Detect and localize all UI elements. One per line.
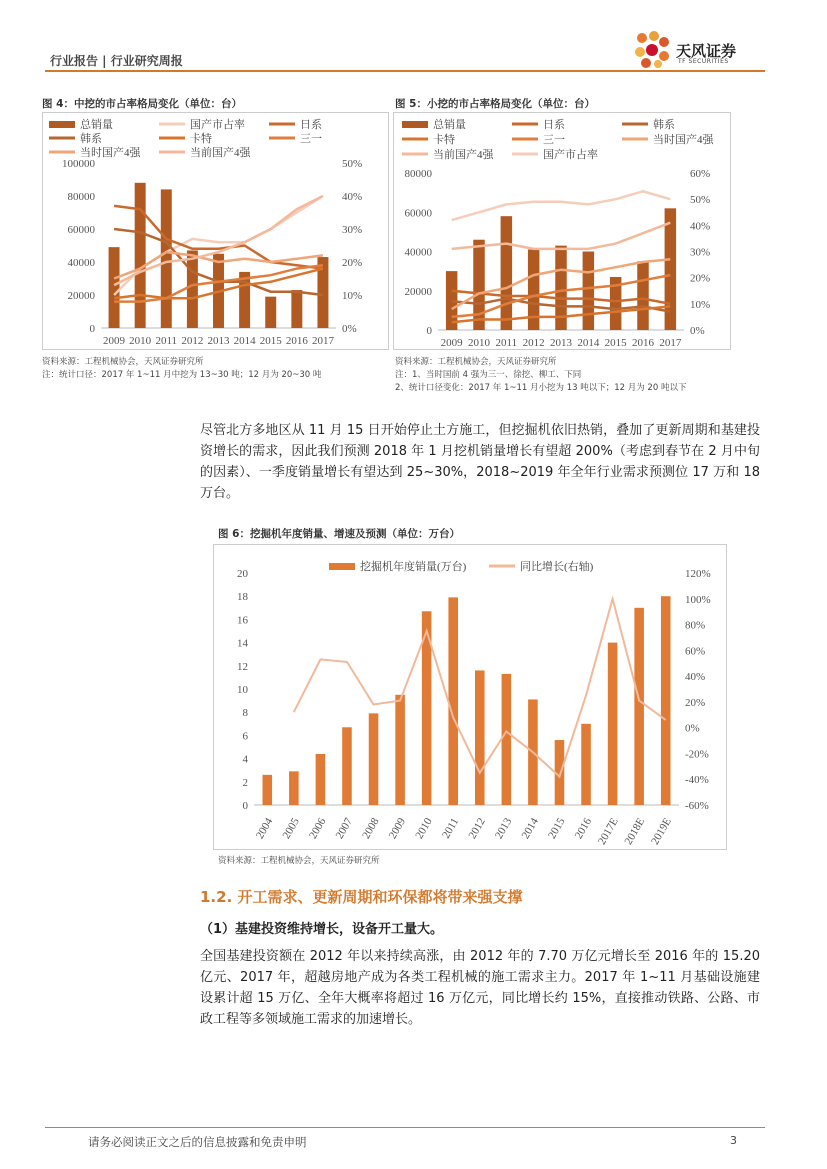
y2-tick-label: 20% [685,696,706,709]
y2-tick-label: 40% [342,191,363,203]
y2-tick-label: 80% [685,619,706,632]
page-number: 3 [730,1134,737,1147]
bar-2009 [109,247,120,328]
fig4-source: 资料来源：工程机械协会，天风证券研究所 [42,357,204,367]
x-tick-label: 2015 [546,815,568,842]
legend-label: 当时国产4强 [653,134,714,146]
legend-swatch [49,121,75,128]
logo-subtitle: TF SECURITIES [678,58,729,65]
x-tick-label: 2013 [493,815,515,842]
y-tick-label: 100000 [62,158,95,170]
y2-tick-label: 120% [685,568,711,580]
bar-2010 [135,183,146,328]
fig4-title: 图 4：中挖的市占率格局变化（单位：台） [42,98,242,110]
bar-2011 [161,189,172,328]
x-tick-label: 2018E [622,815,648,847]
y-tick-label: 16 [237,614,248,627]
bar-2007 [342,727,352,805]
x-tick-label: 2004 [253,815,276,842]
bar-2004 [263,775,273,805]
header-divider [45,70,765,72]
series-line-国产市占率 [452,191,671,220]
legend-swatch [329,563,355,570]
x-tick-label: 2010 [468,337,490,349]
fig6-frame [213,544,727,850]
y2-tick-label: 50% [690,194,711,207]
x-tick-label: 2011 [155,335,178,347]
x-tick-label: 2009 [440,337,463,349]
footer-disclaimer: 请务必阅读正文之后的信息披露和免责申明 [88,1135,307,1149]
y2-tick-label: 50% [342,158,363,170]
y-tick-label: 80000 [404,168,432,180]
y-tick-label: 60000 [67,224,95,236]
x-tick-label: 2005 [280,815,302,842]
bar-2016 [291,290,302,328]
y2-tick-label: 20% [690,272,711,285]
legend-label: 当前国产4强 [190,147,251,159]
logo-name: 天风证券 [676,42,737,60]
y-tick-label: 6 [242,730,248,743]
legend-label: 挖掘机年度销量(万台) [360,561,467,573]
x-tick-label: 2019E [649,815,674,847]
y-tick-label: 14 [237,637,248,650]
x-tick-label: 2015 [604,337,627,349]
y2-tick-label: 40% [685,671,706,684]
legend-label: 卡特 [433,134,455,146]
legend-label: 韩系 [653,119,675,131]
y2-tick-label: 0% [690,325,705,337]
fig5-title: 图 5：小挖的市占率格局变化（单位：台） [395,98,595,110]
x-tick-label: 2012 [181,335,204,347]
x-tick-label: 2011 [495,337,518,349]
fig6-source: 资料来源：工程机械协会，天风证券研究所 [218,856,380,866]
x-tick-label: 2011 [440,815,462,841]
y2-tick-label: 0% [685,722,700,735]
x-tick-label: 2012 [522,337,545,349]
y2-tick-label: 100% [685,593,711,606]
fig5-note-1: 注：1、当时国前 4 强为三一、徐挖、柳工、下同 [395,370,582,380]
x-tick-label: 2007 [333,815,356,842]
legend-swatch [402,121,428,128]
x-tick-label: 2013 [550,337,572,349]
y-tick-label: 20 [237,568,248,580]
bar-2011 [448,597,458,805]
fig4-chart [43,113,388,349]
bar-2019E [661,596,671,805]
y-tick-label: 8 [242,707,248,720]
bar-2012 [475,670,485,805]
x-tick-label: 2014 [577,337,600,349]
paragraph-infrastructure: 全国基建投资额在 2012 年以来持续高涨，由 2012 年的 7.70 万亿元增长至 2016 年的 15.20 亿元、2017 年，超越房地产成为各类工程机械的施工需求主力。2017 年 1~11 月基础设施建设累计超 15 万亿、全年大概率将超过 16 万亿元，同比增长约 15%，直接推动铁路、公路、市政工程等多领域施工需求的加速增长。 [200,949,760,1027]
y2-tick-label: 10% [690,298,711,311]
x-tick-label: 2010 [413,815,435,842]
legend-label: 国产市占率 [543,149,598,161]
x-tick-label: 2017E [595,815,621,847]
y-tick-label: 0 [242,800,248,812]
legend-label: 日系 [300,119,322,131]
x-tick-label: 2012 [466,815,488,842]
y-tick-label: 2 [242,776,248,789]
fig5-source: 资料来源：工程机械协会，天风证券研究所 [395,357,557,367]
legend-label: 同比增长(右轴) [520,561,594,573]
x-tick-label: 2017 [311,335,334,347]
bar-2017E [608,643,618,805]
y-tick-label: 0 [89,323,95,335]
y2-tick-label: 30% [690,246,711,259]
x-tick-label: 2014 [519,815,541,842]
legend-label: 国产市占率 [190,119,245,131]
bar-2006 [316,754,326,805]
fig6-chart [214,545,726,849]
x-tick-label: 2016 [572,815,595,842]
y-tick-label: 80000 [67,191,95,203]
legend-label: 当前国产4强 [433,149,494,161]
legend-label: 韩系 [80,133,102,145]
fig5-frame [393,112,731,350]
legend-label: 总销量 [80,119,113,131]
x-tick-label: 2013 [207,335,230,347]
legend-label: 三一 [300,133,322,145]
y-tick-label: 20000 [67,290,95,302]
y-tick-label: 40000 [404,246,432,259]
logo-icon [632,30,674,70]
y2-tick-label: 20% [342,257,363,269]
x-tick-label: 2008 [360,815,382,842]
fig4-frame [42,112,389,350]
legend-label: 卡特 [190,133,212,145]
legend-label: 总销量 [433,119,466,131]
fig6-title: 图 6：挖掘机年度销量、增速及预测（单位：万台） [218,528,460,540]
y2-tick-label: 40% [690,220,711,233]
bar-2010 [473,240,484,330]
bar-2011 [501,216,512,330]
legend-label: 当时国产4强 [80,147,141,159]
x-tick-label: 2006 [307,815,329,842]
bar-2018E [634,608,644,805]
legend-label: 三一 [543,134,565,146]
fig5-note-2: 2、统计口径变化：2017 年 1~11 月小挖为 13 吨以下；12 月为 20 吨以下 [395,383,687,393]
y2-tick-label: -20% [685,748,709,761]
section-title: 1.2. 开工需求、更新周期和环保都将带来强支撑 [200,888,523,906]
y-tick-label: 40000 [67,257,95,269]
y2-tick-label: 60% [685,645,706,658]
y2-tick-label: 30% [342,224,363,236]
footer-divider [45,1127,765,1128]
bar-2005 [289,771,299,805]
y-tick-label: 60000 [404,207,432,220]
series-line-当前国产4强 [452,223,671,249]
paragraph-forecast: 尽管北方多地区从 11 月 15 日开始停止土方施工，但挖掘机依旧热销，叠加了更新周期和基建投资增长的需求，因此我们预测 2018 年 1 月挖机销量增长有望超 200%（考虑到春节在 2 月中旬的因素）、一季度销量增长有望达到 25~30%，2018~2019 年全年行业需求预测位 17 万和 18 万台。 [200,423,760,501]
bar-2016 [637,261,648,330]
header-title: 行业报告 | 行业研究周报 [50,54,183,68]
section-subtitle: （1）基建投资维持增长，设备开工量大。 [200,922,444,937]
x-tick-label: 2014 [233,335,256,347]
bar-2012 [187,250,198,328]
bar-2016 [581,724,591,805]
y2-tick-label: -40% [685,774,709,787]
y2-tick-label: 0% [342,323,357,335]
y2-tick-label: 10% [342,290,363,302]
y2-tick-label: -60% [685,800,709,812]
bar-2009 [395,695,405,805]
y-tick-label: 10 [237,684,248,696]
y-tick-label: 18 [237,591,248,604]
x-tick-label: 2009 [103,335,126,347]
fig4-note: 注：统计口径：2017 年 1~11 月中挖为 13~30 吨；12 月为 20~30 吨 [42,370,322,380]
y-tick-label: 20000 [404,285,432,298]
y2-tick-label: 60% [690,168,711,180]
legend-label: 日系 [543,119,565,131]
x-tick-label: 2010 [129,335,152,347]
x-tick-label: 2016 [632,337,654,349]
fig5-chart [394,113,730,349]
bar-2014 [583,252,594,331]
bar-2013 [502,674,512,805]
bar-2008 [369,713,379,805]
y-tick-label: 12 [237,660,248,673]
x-tick-label: 2016 [285,335,308,347]
x-tick-label: 2009 [386,815,409,842]
x-tick-label: 2015 [259,335,282,347]
y-tick-label: 4 [242,753,248,766]
bar-2015 [265,297,276,328]
y-tick-label: 0 [426,325,432,337]
bar-2014 [239,272,250,328]
x-tick-label: 2017 [659,337,682,349]
